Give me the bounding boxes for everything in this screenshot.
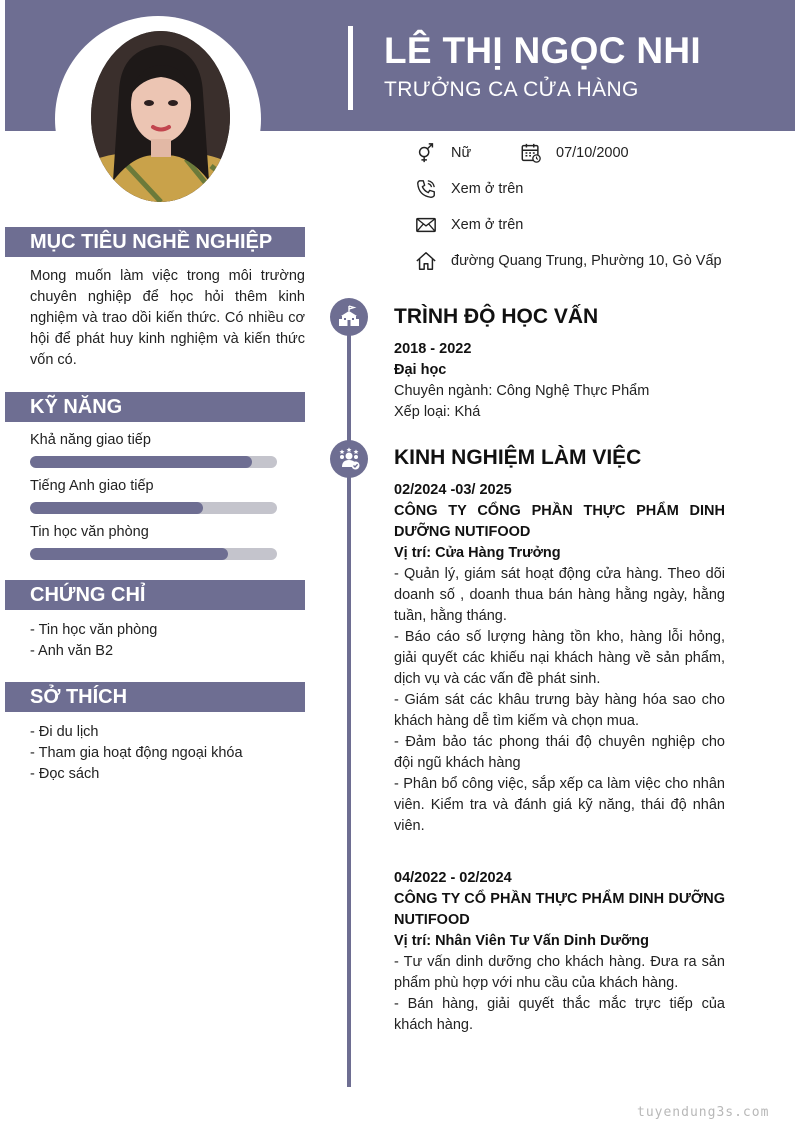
objective-text: Mong muốn làm việc trong môi trường chuyên nghiệp để học hỏi thêm kinh nghiệm và trao dồi kiến thức. Có nhiều cơ hội để phát huy kinh nghiệm và kiến thức vốn có. (30, 268, 305, 368)
avatar-illustration (91, 31, 230, 202)
job-duty: - Tư vấn dinh dưỡng cho khách hàng. Đưa ra sản phẩm phù hợp với nhu cầu của khách hàng. (394, 954, 725, 991)
objective-heading: MỤC TIÊU NGHỀ NGHIỆP (5, 227, 305, 257)
education-major: Chuyên ngành: Công Nghệ Thực Phẩm (394, 383, 650, 399)
job-duty: - Báo cáo số lượng hàng tồn kho, hàng lỗi hỏng, giải quyết các khiếu nại khách hàng về sản phẩm, dịch vụ và các vấn đề phát sinh. (394, 629, 725, 687)
phone-row (415, 178, 523, 200)
gender-icon (415, 142, 437, 164)
email-value: Xem ở trên (451, 217, 524, 233)
skill-label: Khả năng giao tiếp (30, 432, 151, 448)
skill-fill (30, 548, 228, 560)
job-period: 04/2022 - 02/2024 (394, 870, 512, 886)
list-item: - Anh văn B2 (30, 643, 114, 659)
skill-bar (30, 502, 277, 514)
skill-bar (30, 456, 277, 468)
job-company: CÔNG TY CỔ PHẦN THỰC PHẨM DINH DƯỠNG NUTIFOOD (394, 891, 725, 928)
job-company: CÔNG TY CỔNG PHẦN THỰC PHẨM DINH DƯỠNG NUTIFOOD (394, 503, 725, 540)
education-grade: Xếp loại: Khá (394, 404, 481, 420)
watermark: tuyendung3s.com (637, 1105, 770, 1120)
list-item: - Đọc sách (30, 766, 100, 782)
education-block (394, 339, 725, 423)
job-entry (394, 480, 725, 837)
header-divider (348, 26, 353, 110)
timeline-line (347, 302, 351, 1087)
list-item: - Tin học văn phòng (30, 622, 158, 638)
address-value: đường Quang Trung, Phường 10, Gò Vấp (451, 253, 722, 269)
skill-label: Tin học văn phòng (30, 524, 149, 540)
school-icon (330, 298, 368, 336)
job-duty: - Quản lý, giám sát hoạt động cửa hàng. Theo dõi doanh số , doanh thua bán hàng hằng ngày, hằng tuần, hằng tháng. (394, 566, 725, 624)
calendar-icon (520, 142, 542, 164)
phone-value: Xem ở trên (451, 181, 524, 197)
birthdate-value: 07/10/2000 (556, 145, 629, 161)
job-duty: - Bán hàng, giải quyết thắc mắc trực tiếp của khách hàng. (394, 996, 725, 1033)
skill-bar (30, 548, 277, 560)
list-item: - Đi du lịch (30, 724, 99, 740)
birthdate-row (520, 142, 629, 164)
skill-fill (30, 456, 252, 468)
job-entry (394, 868, 725, 1036)
experience-heading: KINH NGHIỆM LÀM VIỆC (394, 446, 642, 469)
job-position: Vị trí: Cửa Hàng Trưởng (394, 545, 561, 561)
candidate-name: LÊ THỊ NGỌC NHI (384, 30, 701, 71)
gender-row (415, 142, 471, 164)
mail-icon (415, 214, 437, 236)
gender-value: Nữ (451, 145, 472, 161)
hobbies-list (30, 722, 243, 785)
hobbies-heading: SỞ THÍCH (5, 682, 305, 712)
team-icon (330, 440, 368, 478)
home-icon (415, 250, 437, 272)
profile-photo (91, 31, 230, 202)
list-item: - Tham gia hoạt động ngoại khóa (30, 745, 243, 761)
job-duty: - Phân bổ công việc, sắp xếp ca làm việc cho nhân viên. Kiểm tra và đánh giá kỹ năng, thái độ nhân viên. (394, 776, 725, 834)
certificates-list (30, 620, 157, 662)
address-row (415, 250, 722, 272)
skill-label: Tiếng Anh giao tiếp (30, 478, 154, 494)
certificates-heading: CHỨNG CHỈ (5, 580, 305, 610)
education-period: 2018 - 2022 (394, 341, 472, 357)
job-duty: - Giám sát các khâu trưng bày hàng hóa sao cho khách hàng dễ tìm kiếm và chọn mua. (394, 692, 725, 729)
email-row (415, 214, 523, 236)
phone-icon (415, 178, 437, 200)
education-degree: Đại học (394, 362, 447, 378)
candidate-title: TRƯỞNG CA CỬA HÀNG (384, 78, 639, 101)
job-period: 02/2024 -03/ 2025 (394, 482, 512, 498)
skills-heading: KỸ NĂNG (5, 392, 305, 422)
job-duty: - Đảm bảo tác phong thái độ chuyên nghiệp cho đội ngũ khách hàng (394, 734, 725, 771)
skill-fill (30, 502, 203, 514)
job-position: Vị trí: Nhân Viên Tư Vấn Dinh Dưỡng (394, 933, 649, 949)
education-heading: TRÌNH ĐỘ HỌC VẤN (394, 305, 599, 328)
